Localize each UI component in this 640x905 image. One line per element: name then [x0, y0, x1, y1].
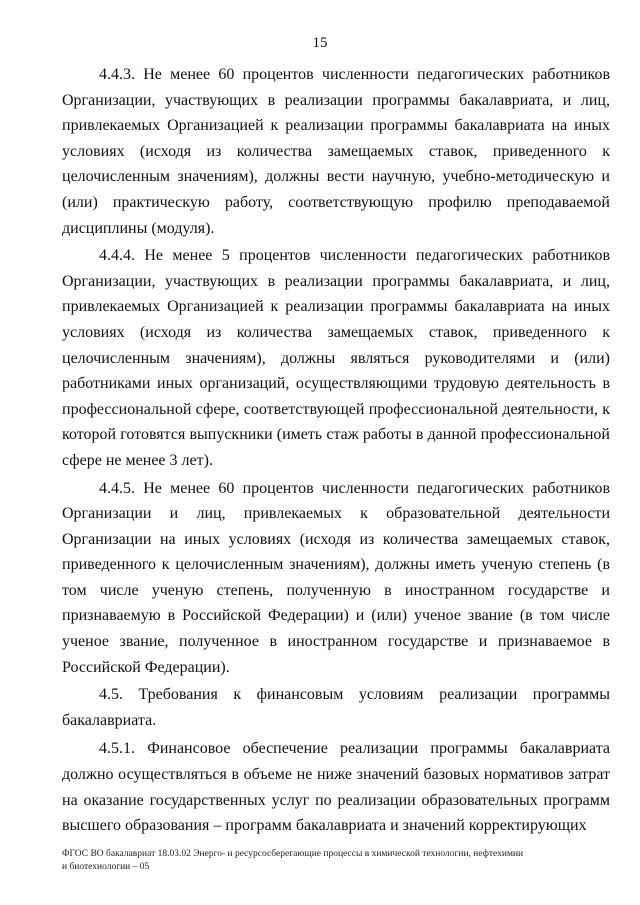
page-number: 15: [312, 35, 328, 51]
document-footer: [62, 848, 582, 874]
paragraph-4-4-4: 4.4.4. Не менее 5 процентов численности педагогических работников Организации, участвующих в реализации программы бакалавриата, и лиц, привлекаемых Организацией к реализации программы бакалавриата на иных условиях (исходя из количества замещаемых ставок, приведенного к целочисленным значениям), должны являться руководителями и (или) работниками иных организаций, осуществляющими трудовую деятельность в профессиональной сфере, соответствующей профессиональной деятельности, к которой готовятся выпускники (иметь стаж работы в данной профессиональной сфере не менее 3 лет).: [62, 247, 610, 469]
paragraph-4-4-3: 4.4.3. Не менее 60 процентов численности педагогических работников Организации, участвующих в реализации программы бакалавриата, и лиц, привлекаемых Организацией к реализации программы бакалавриата на иных условиях (исходя из количества замещаемых ставок, приведенного к целочисленным значениям), должны вести научную, учебно-методическую и (или) практическую работу, соответствующую профилю преподаваемой дисциплины (модуля).: [62, 66, 610, 237]
footer-line-1: ФГОС ВО бакалавриат 18.03.02 Энерго- и ресурсосберегающие процессы в химической технологии, нефтехимии: [62, 849, 524, 859]
paragraph-4-5-1: 4.5.1. Финансовое обеспечение реализации программы бакалавриата должно осуществляться в объеме не ниже значений базовых нормативов затрат на оказание государственных услуг по реализации образовательных программ высшего образования – программ бакалавриата и значений корректирующих: [62, 740, 610, 835]
section-heading-4-5: 4.5. Требования к финансовым условиям реализации программы бакалавриата.: [62, 686, 610, 729]
footer-line-2: и биотехнологии – 05: [62, 862, 150, 872]
document-body: [62, 62, 610, 839]
paragraph-4-4-5: 4.4.5. Не менее 60 процентов численности педагогических работников Организации и лиц, привлекаемых к образовательной деятельности Организации на иных условиях (исходя из количества замещаемых ставок, приведенного к целочисленным значениям), должны иметь ученую степень (в том числе ученую степень, полученную в иностранном государстве и признаваемую в Российской Федерации) и (или) ученое звание (в том числе ученое звание, полученное в иностранном государстве и признаваемое в Российской Федерации).: [62, 479, 610, 676]
